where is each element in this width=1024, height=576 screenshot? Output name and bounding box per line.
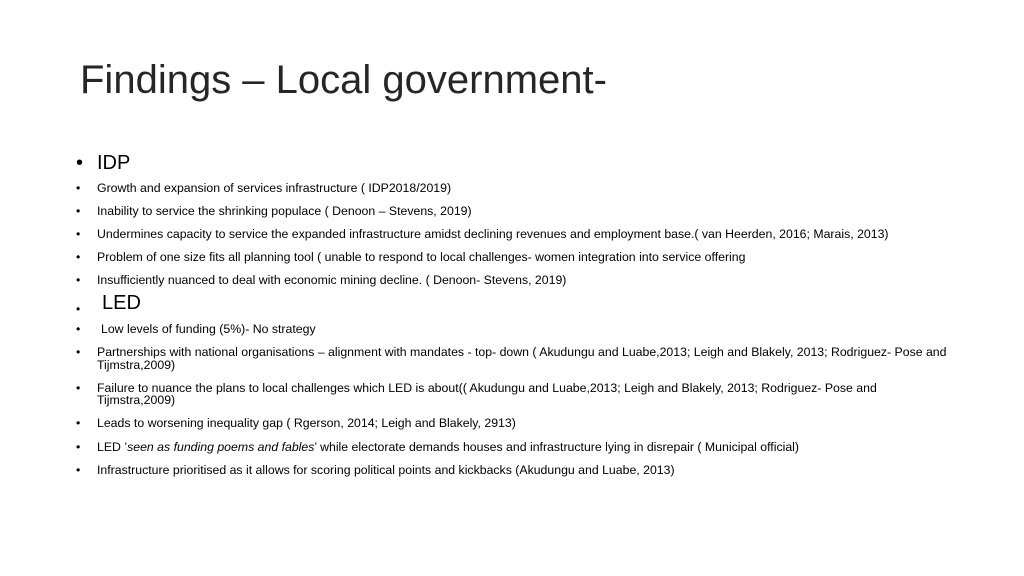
list-item-text: Partnerships with national organisations – alignment with mandates - top- down ( Akudungu and Luabe,2013; Leigh and Blakely, 2013; Rodriguez- Pose and Tijmstra,2009) bbox=[97, 345, 947, 372]
list-item bbox=[76, 346, 956, 371]
list-item bbox=[76, 205, 956, 218]
bullet-icon: • bbox=[76, 273, 81, 288]
bullet-icon: • bbox=[76, 227, 81, 242]
bullet-icon: • bbox=[76, 321, 81, 336]
list-item-text: Problem of one size fits all planning tool ( unable to respond to local challenges- women integration into service offering bbox=[97, 250, 746, 265]
bullet-icon: • bbox=[76, 181, 81, 195]
led-heading-item bbox=[76, 291, 956, 315]
list-item-text: Undermines capacity to service the expanded infrastructure amidst declining revenues and employment base.( van Heerden, 2016; Marais, 2013) bbox=[97, 227, 889, 242]
bullet-icon: • bbox=[76, 250, 81, 265]
list-item bbox=[76, 464, 956, 477]
bullet-icon: • bbox=[76, 345, 81, 360]
list-item-text: Low levels of funding (5%)- No strategy bbox=[101, 321, 316, 336]
list-item-text: Infrastructure prioritised as it allows for scoring political points and kickbacks (Akudungu and Luabe, 2013) bbox=[97, 462, 675, 477]
list-item-text: Leads to worsening inequality gap ( Rgerson, 2014; Leigh and Blakely, 2913) bbox=[97, 416, 516, 431]
idp-heading: IDP bbox=[97, 152, 131, 174]
list-item-text-suffix: ’ while electorate demands houses and infrastructure lying in disrepair ( Municipal official) bbox=[314, 439, 800, 454]
list-item bbox=[76, 251, 956, 264]
slide-title: Findings – Local government- bbox=[80, 58, 607, 102]
list-item-text: Insufficiently nuanced to deal with economic mining decline. ( Denoon- Stevens, 2019) bbox=[97, 273, 567, 288]
list-item bbox=[76, 274, 956, 287]
bullet-icon: • bbox=[76, 439, 81, 454]
bullet-list bbox=[76, 151, 956, 476]
bullet-icon: • bbox=[76, 204, 81, 219]
list-item-text: Failure to nuance the plans to local challenges which LED is about(( Akudungu and Luabe,2013; Leigh and Blakely, 2013; Rodriguez- Pose and Tijmstra,2009) bbox=[97, 380, 877, 408]
list-item bbox=[76, 228, 956, 241]
list-item-text-italic: seen as funding poems and fables bbox=[127, 439, 315, 454]
list-item bbox=[76, 323, 956, 336]
list-item bbox=[76, 182, 956, 195]
bullet-icon: • bbox=[76, 380, 81, 395]
bullet-icon: • bbox=[76, 462, 81, 477]
list-item-text: Inability to service the shrinking populace ( Denoon – Stevens, 2019) bbox=[97, 204, 472, 219]
bullet-icon: • bbox=[76, 301, 81, 316]
list-item-text-prefix: LED ’ bbox=[97, 439, 128, 454]
list-item bbox=[76, 417, 956, 430]
bullet-icon: • bbox=[76, 152, 84, 174]
led-heading: LED bbox=[102, 291, 141, 314]
list-item bbox=[76, 382, 956, 407]
idp-heading-item bbox=[76, 151, 956, 175]
list-item-text: Growth and expansion of services infrastructure ( IDP2018/2019) bbox=[97, 181, 452, 195]
list-item bbox=[76, 441, 956, 454]
bullet-icon: • bbox=[76, 416, 81, 431]
